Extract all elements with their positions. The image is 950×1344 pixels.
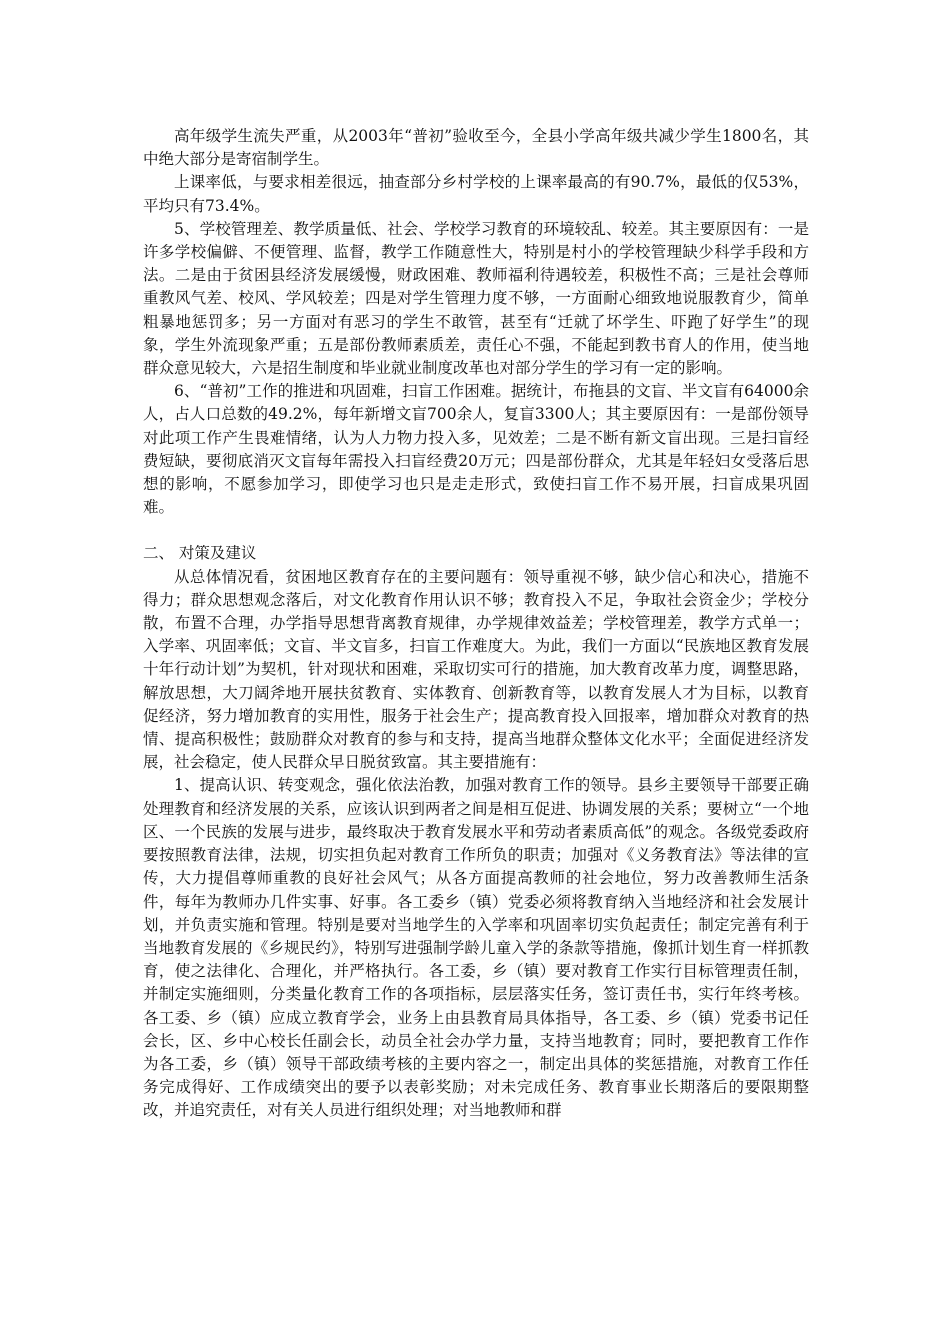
- document-page: [143, 125, 809, 1123]
- paragraph-student-loss: 高年级学生流失严重，从2003年“普初”验收至今，全县小学高年级共减少学生1800名，其中绝大部分是寄宿制学生。: [143, 127, 809, 169]
- paragraph-measure-1: 1、提高认识、转变观念，强化依法治教，加强对教育工作的领导。县乡主要领导干部要正确处理教育和经济发展的关系，应该认识到两者之间是相互促进、协调发展的关系；要树立“一个地区、一个民族的发展与进步，最终取决于教育发展水平和劳动者素质高低”的观念。各级党委政府要按照教育法律，法规，切实担负起对教育工作所负的职责；加强对《义务教育法》等法律的宣传，大力提倡尊师重教的良好社会风气；从各方面提高教师的社会地位，努力改善教师生活条件，每年为教师办几件实事、好事。各工委乡（镇）党委必须将教育纳入当地经济和社会发展计划，并负责实施和管理。特别是要对当地学生的入学率和巩固率切实负起责任；制定完善有利于当地教育发展的《乡规民约》，特别写进强制学龄儿童入学的条款等措施，像抓计划生育一样抓教育，使之法律化、合理化，并严格执行。各工委，乡（镇）要对教育工作实行目标管理责任制，并制定实施细则，分类量化教育工作的各项指标，层层落实任务，签订责任书，实行年终考核。各工委、乡（镇）应成立教育学会，业务上由县教育局具体指导，各工委、乡（镇）党委书记任会长，区、乡中心校长任副会长，动员全社会办学力量，支持当地教育；同时，要把教育工作作为各工委，乡（镇）领导干部政绩考核的主要内容之一，制定出具体的奖惩措施，对教育工作任务完成得好、工作成绩突出的要予以表彰奖励；对未完成任务、教育事业长期落后的要限期整改，并追究责任，对有关人员进行组织处理；对当地教师和群: [143, 776, 809, 1120]
- paragraph-literacy: 6、“普初”工作的推进和巩固难，扫盲工作困难。据统计，布拖县的文盲、半文盲有64000余人，占人口总数的49.2%，每年新增文盲700余人，复盲3300人；其主要原因有：一是部份领导对此项工作产生畏难情绪，认为人力物力投入多，见效差；二是不断有新文盲出现。三是扫盲经费短缺，要彻底消灭文盲每年需投入扫盲经费20万元；四是部份群众，尤其是年轻妇女受落后思想的影响，不愿参加学习，即使学习也只是走走形式，致使扫盲工作不易开展，扫盲成果巩固难。: [143, 382, 809, 517]
- paragraph-overview: 从总体情况看，贫困地区教育存在的主要问题有：领导重视不够，缺少信心和决心，措施不得力；群众思想观念落后，对文化教育作用认识不够；教育投入不足，争取社会资金少；学校分散，布置不合理，办学指导思想背离教育规律，办学规律效益差；学校管理差，教学方式单一；入学率、巩固率低；文盲、半文盲多，扫盲工作难度大。为此，我们一方面以“民族地区教育发展十年行动计划”为契机，针对现状和困难，采取切实可行的措施，加大教育改革力度，调整思路，解放思想，大刀阔斧地开展扶贫教育、实体教育、创新教育等，以教育发展人才为目标，以教育促经济，努力增加教育的实用性，服务于社会生产；提高教育投入回报率，增加群众对教育的热情、提高积极性；鼓励群众对教育的参与和支持，提高当地群众整体文化水平；全面促进经济发展，社会稳定，使人民群众早日脱贫致富。其主要措施有：: [143, 567, 809, 772]
- section-heading: 二、 对策及建议: [143, 544, 257, 563]
- paragraph-attendance-rate: 上课率低，与要求相差很远，抽查部分乡村学校的上课率最高的有90.7%，最低的仅53%，平均只有73.4%。: [143, 173, 809, 215]
- paragraph-school-management: 5、学校管理差、教学质量低、社会、学校学习教育的环境较乱、较差。其主要原因有：一是许多学校偏僻、不便管理、监督，教学工作随意性大，特别是村小的学校管理缺少科学手段和方法。二是由于贫困县经济发展缓慢，财政困难、教师福利待遇较差，积极性不高；三是社会尊师重教风气差、校风、学风较差；四是对学生管理力度不够，一方面耐心细致地说服教育少，简单粗暴地惩罚多；另一方面对有恶习的学生不敢管，甚至有“迁就了坏学生、吓跑了好学生”的现象，学生外流现象严重；五是部份教师素质差，责任心不强，不能起到教书育人的作用，使当地群众意见较大，六是招生制度和毕业就业制度改革也对部分学生的学习有一定的影响。: [143, 219, 809, 378]
